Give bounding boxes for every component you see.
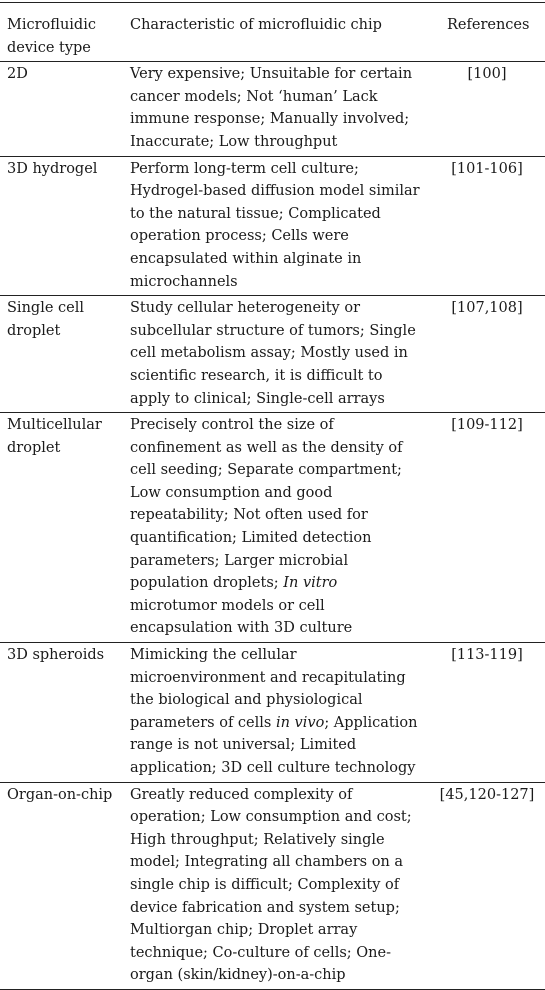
- cell-references: [109-112]: [451, 417, 523, 434]
- cell-characteristic: Study cellular heterogeneity or subcellular structure of tumors; Single cell metabolism assay; Mostly used in scientific research, it is difficult to apply to clinical; Single-cell arrays: [130, 300, 416, 407]
- table-header-row: [0, 3, 545, 62]
- table-row: [0, 156, 545, 296]
- header-device-type: Microfluidic device type: [7, 17, 96, 56]
- characteristic-text-post: microtumor models or cell encapsulation with 3D culture: [130, 597, 353, 637]
- characteristic-text-pre: Precisely control the size of confinement as well as the density of cell seeding; Separate compartment; Low consumption and good repeatability; Not often used for quantification; Limited detection parameters; Larger microbial population droplets;: [130, 417, 403, 592]
- header-references: References: [447, 17, 530, 33]
- characteristic-italic: in vivo: [275, 714, 325, 731]
- cell-references: [100]: [467, 66, 507, 83]
- cell-device-type: 2D: [7, 66, 28, 83]
- table-row: [0, 62, 545, 156]
- characteristic-text-pre: Mimicking the cellular microenvironment and recapitulating the biological and physiological parameters of cells: [130, 647, 406, 731]
- cell-characteristic: Perform long-term cell culture; Hydrogel-based diffusion model similar to the natural tissue; Complicated operation process; Cells were encapsulated within alginate in microchannels: [130, 160, 420, 290]
- characteristic-text-post: ; Application range is not universal; Limited application; 3D cell culture technology: [130, 714, 418, 776]
- cell-references: [107,108]: [451, 300, 523, 317]
- cell-references: [45,120-127]: [439, 786, 535, 803]
- cell-references: [113-119]: [451, 647, 523, 664]
- microfluidic-comparison-table: [0, 2, 545, 990]
- table-row: [0, 782, 545, 989]
- characteristic-italic: In vitro: [283, 575, 338, 592]
- header-characteristic: Characteristic of microfluidic chip: [130, 17, 382, 33]
- cell-characteristic: [122, 643, 433, 783]
- cell-characteristic: Very expensive; Unsuitable for certain cancer models; Not ‘human’ Lack immune response; Manually involved; Inaccurate; Low throughput: [130, 66, 413, 150]
- cell-device-type: Organ-on-chip: [7, 786, 113, 803]
- table-row: [0, 296, 545, 413]
- cell-device-type: 3D hydrogel: [7, 160, 98, 177]
- cell-device-type: Multicellular droplet: [7, 417, 102, 456]
- cell-device-type: Single cell droplet: [7, 300, 84, 339]
- table-row: [0, 413, 545, 643]
- cell-references: [101-106]: [451, 160, 523, 177]
- cell-device-type: 3D spheroids: [7, 647, 105, 664]
- table-row: [0, 643, 545, 783]
- cell-characteristic: [122, 413, 433, 643]
- cell-characteristic: Greatly reduced complexity of operation; Low consumption and cost; High throughput; Relatively single model; Integrating all chambers on a single chip is difficult; Complexity of device fabrication and system setup; Multiorgan chip; Droplet array technique; Co-culture of cells; One-organ (skin/kidney)-on-a-chip: [130, 786, 412, 984]
